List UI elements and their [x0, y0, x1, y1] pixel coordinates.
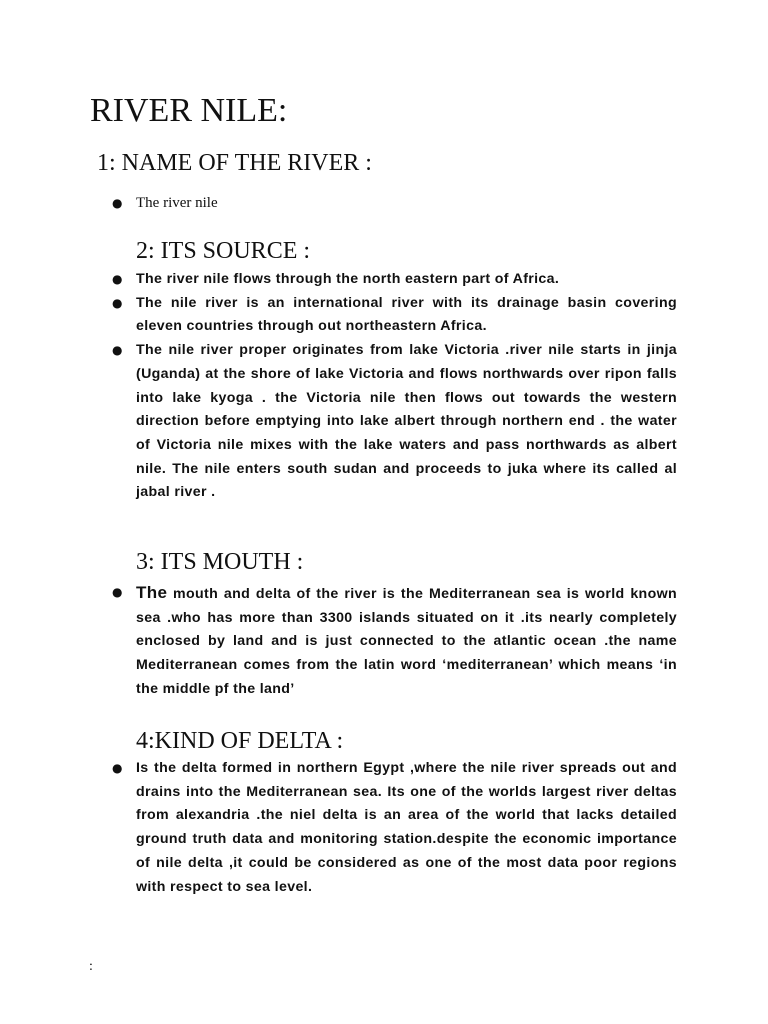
- list-item-text: The river nile flows through the north eastern part of Africa.: [136, 271, 560, 287]
- bullet-list-source: [0, 268, 677, 505]
- bullet-icon: ●: [112, 585, 123, 599]
- section-heading-name: 1: NAME OF THE RIVER :: [97, 150, 372, 176]
- bullet-list-delta: [0, 757, 677, 899]
- section-heading-mouth: 3: ITS MOUTH :: [136, 549, 304, 575]
- document-title: RIVER NILE:: [90, 92, 288, 129]
- footer-mark: :: [89, 959, 93, 974]
- list-item: [0, 581, 677, 702]
- bullet-icon: ●: [112, 196, 123, 210]
- list-item: [0, 268, 677, 292]
- bullet-list-mouth: [0, 581, 677, 702]
- list-item: [0, 339, 677, 505]
- section-heading-delta: 4:KIND OF DELTA :: [136, 728, 344, 754]
- list-item: [0, 757, 677, 899]
- list-item-lead-word: The: [136, 583, 168, 602]
- section-heading-source: 2: ITS SOURCE :: [136, 238, 311, 264]
- list-item-text: mouth and delta of the river is the Mediterranean sea is world known sea .who has more than 3300 islands situated on it .its nearly completely enclosed by land and is just connected to the atlantic ocean .the name Mediterranean comes from the latin word ‘mediterranean’ which means ‘in the middle pf the land’: [136, 586, 677, 697]
- bullet-icon: ●: [112, 761, 123, 775]
- list-item-text: The nile river is an international river with its drainage basin covering eleven countries through out northeastern Africa.: [136, 294, 677, 335]
- list-item-text: Is the delta formed in northern Egypt ,where the nile river spreads out and drains into the Mediterranean sea. Its one of the worlds largest river deltas from alexandria .the niel delta is an area of the world that lacks detailed ground truth data and monitoring station.despite the economic importance of nile delta ,it could be considered as one of the most data poor regions with respect to sea level.: [136, 760, 677, 895]
- list-item: [0, 292, 677, 339]
- list-item-text: The river nile: [136, 195, 218, 211]
- bullet-icon: ●: [112, 343, 123, 358]
- bullet-list-name: [0, 192, 677, 216]
- bullet-icon: ●: [112, 295, 123, 310]
- bullet-icon: ●: [112, 272, 123, 286]
- list-item-text: The nile river proper originates from lake Victoria .river nile starts in jinja (Uganda) at the shore of lake Victoria and flows northwards over ripon falls into lake kyoga . the Victoria nile then flows out towards the western direction before emptying into lake albert through northern end . the water of Victoria nile mixes with the lake waters and pass northwards as albert nile. The nile enters south sudan and proceeds to juka where its called al jabal river .: [136, 342, 677, 501]
- list-item: [0, 192, 677, 216]
